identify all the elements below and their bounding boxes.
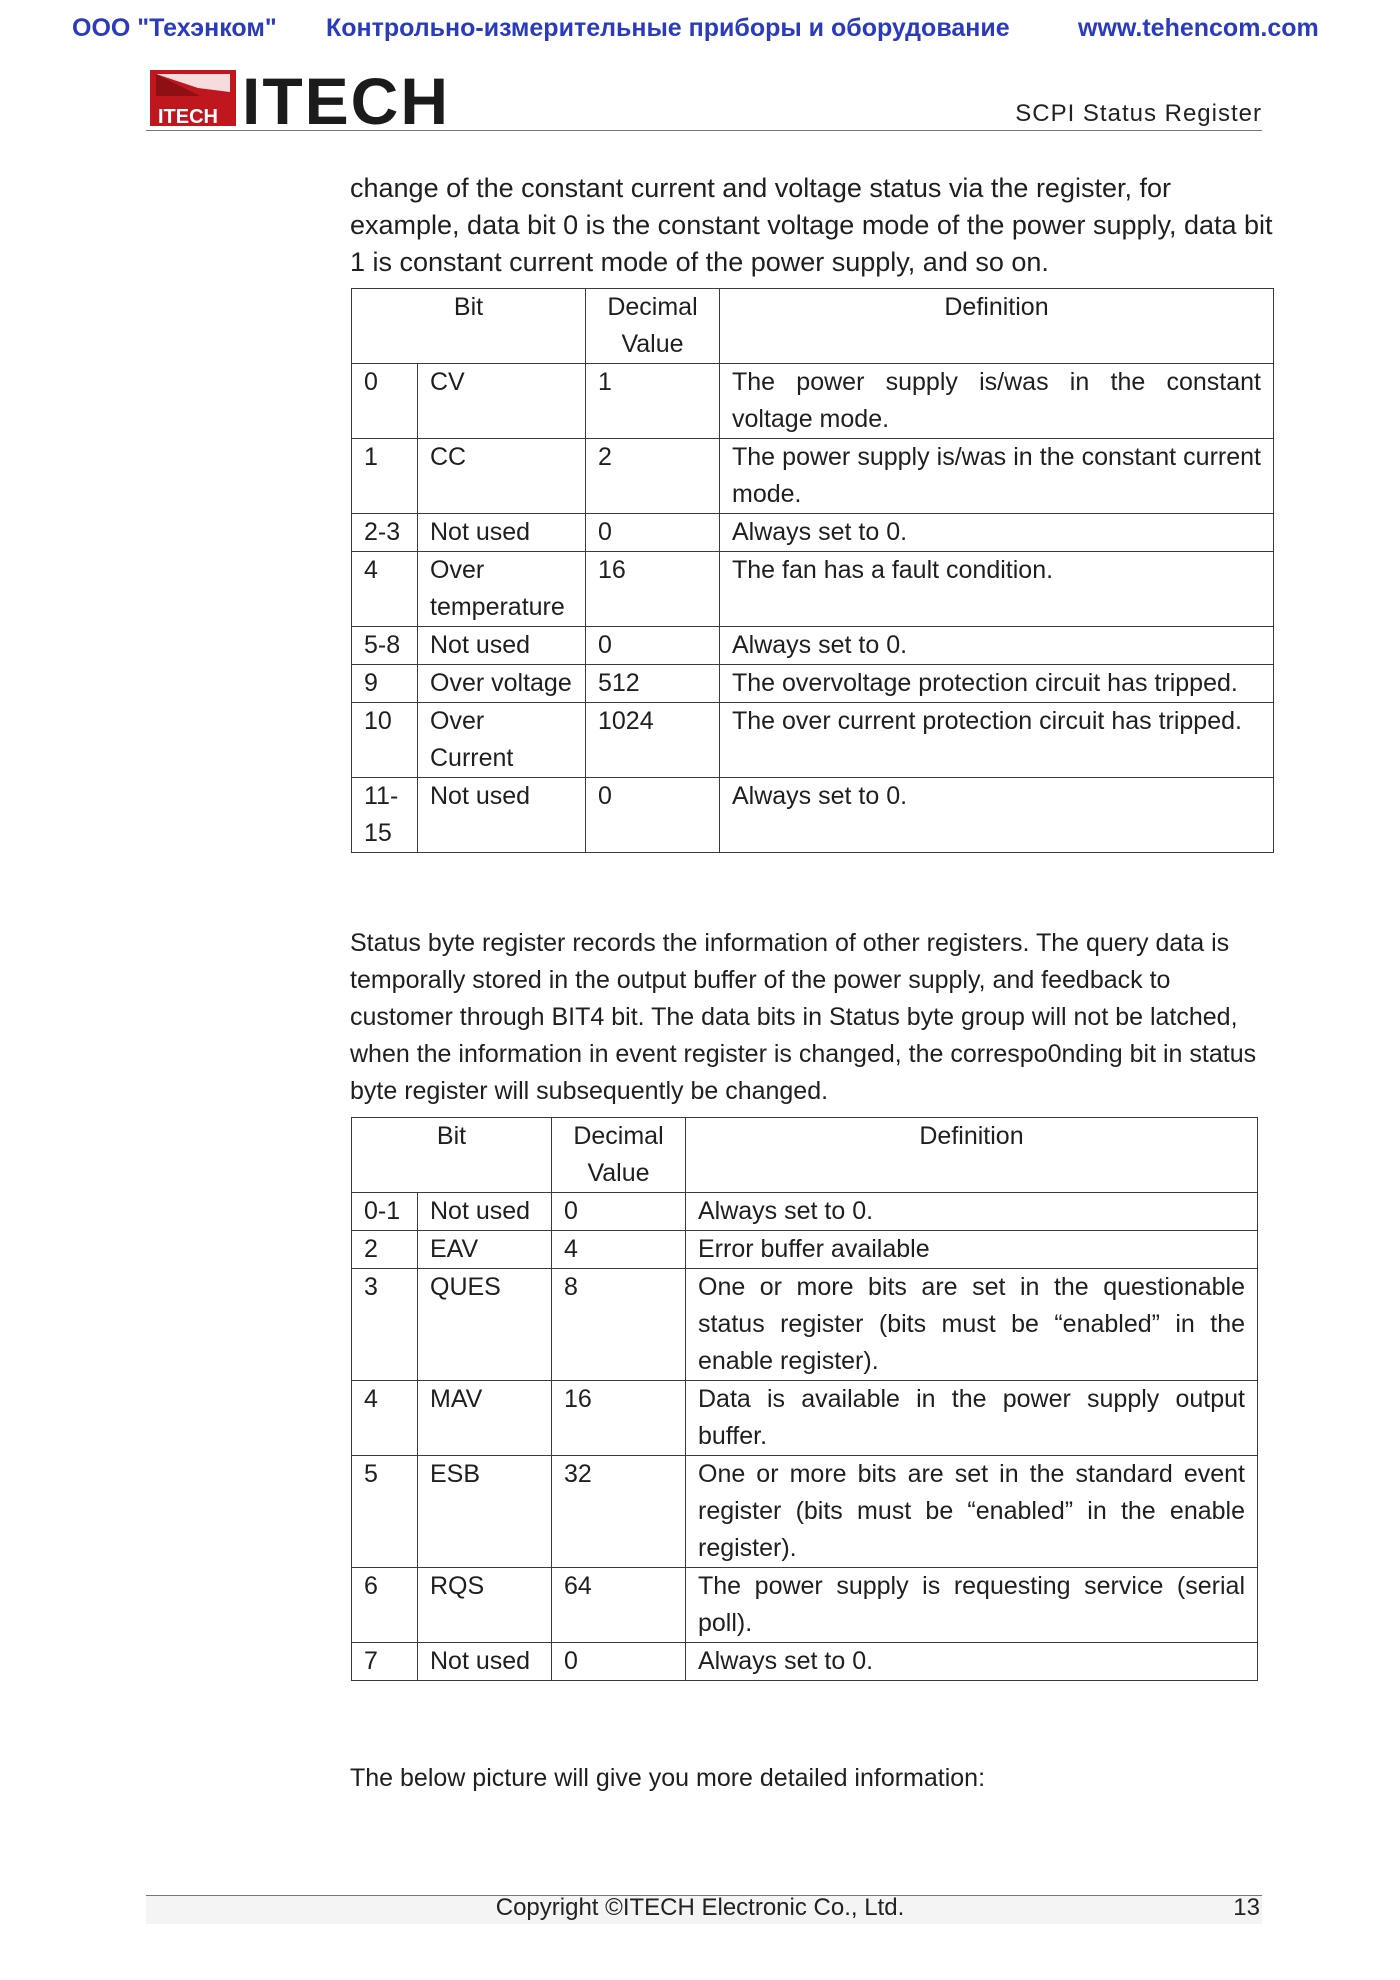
name-cell: QUES	[418, 1269, 552, 1381]
bit-cell: 1	[352, 439, 418, 514]
top-banner	[0, 14, 1400, 48]
header-definition: Definition	[720, 289, 1274, 364]
bit-cell: 0-1	[352, 1193, 418, 1231]
below-picture-note: The below picture will give you more detailed information:	[350, 1764, 986, 1792]
bit-cell: 2	[352, 1231, 418, 1269]
name-cell: ESB	[418, 1456, 552, 1568]
bit-cell: 7	[352, 1643, 418, 1681]
name-cell: Over temperature	[418, 552, 586, 627]
status-byte-paragraph: Status byte register records the information of other registers. The query data is temporally stored in the output buffer of the power supply, and feedback to customer through BIT4 bit. The data bits in Status byte group will not be latched, when the information in event register is changed, the correspo0nding bit in status byte register will subsequently be changed.	[350, 929, 1257, 1105]
definition-cell: The power supply is requesting service (serial poll).	[686, 1568, 1258, 1643]
name-cell: MAV	[418, 1381, 552, 1456]
table-row	[352, 778, 1274, 853]
definition-cell: The power supply is/was in the constant current mode.	[720, 439, 1274, 514]
definition-cell: The fan has a fault condition.	[720, 552, 1274, 627]
value-cell: 0	[586, 514, 720, 552]
bit-cell: 3	[352, 1269, 418, 1381]
value-cell: 2	[586, 439, 720, 514]
table-row	[352, 364, 1274, 439]
value-cell: 1	[586, 364, 720, 439]
header-bit: Bit	[352, 1118, 552, 1193]
bit-cell: 6	[352, 1568, 418, 1643]
status-byte-table	[351, 1117, 1258, 1681]
value-cell: 64	[552, 1568, 686, 1643]
name-cell: Over voltage	[418, 665, 586, 703]
page-number: 13	[1233, 1894, 1260, 1921]
bit-cell: 4	[352, 1381, 418, 1456]
value-cell: 16	[552, 1381, 686, 1456]
table-row	[352, 1193, 1258, 1231]
bit-cell: 9	[352, 665, 418, 703]
company-name: ООО "Техэнком"	[72, 14, 277, 42]
value-cell: 512	[586, 665, 720, 703]
value-cell: 8	[552, 1269, 686, 1381]
name-cell: Not used	[418, 1193, 552, 1231]
header-decimal-value: Decimal Value	[552, 1118, 686, 1193]
definition-cell: Always set to 0.	[686, 1643, 1258, 1681]
section-title: SCPI Status Register	[1015, 100, 1262, 127]
table-row	[352, 1231, 1258, 1269]
bit-cell: 5	[352, 1456, 418, 1568]
bit-cell: 11-15	[352, 778, 418, 853]
table-row	[352, 439, 1274, 514]
table-row	[352, 1568, 1258, 1643]
definition-cell: Always set to 0.	[720, 514, 1274, 552]
definition-cell: The overvoltage protection circuit has tripped.	[720, 665, 1274, 703]
table-row	[352, 627, 1274, 665]
company-tagline: Контрольно-измерительные приборы и оборудование	[326, 14, 1010, 42]
table-row	[352, 1456, 1258, 1568]
name-cell: RQS	[418, 1568, 552, 1643]
value-cell: 16	[586, 552, 720, 627]
name-cell: CC	[418, 439, 586, 514]
value-cell: 0	[586, 627, 720, 665]
header-divider	[146, 130, 1262, 131]
logo-big-text: ITECH	[242, 66, 450, 130]
value-cell: 0	[552, 1193, 686, 1231]
table-row	[352, 665, 1274, 703]
bit-cell: 2-3	[352, 514, 418, 552]
header-decimal-value: Decimal Value	[586, 289, 720, 364]
value-cell: 0	[552, 1643, 686, 1681]
header-bit: Bit	[352, 289, 586, 364]
table-row	[352, 514, 1274, 552]
table-row	[352, 1269, 1258, 1381]
table-row	[352, 703, 1274, 778]
table-row	[352, 1643, 1258, 1681]
value-cell: 0	[586, 778, 720, 853]
bit-cell: 0	[352, 364, 418, 439]
header-definition: Definition	[686, 1118, 1258, 1193]
name-cell: CV	[418, 364, 586, 439]
definition-cell: One or more bits are set in the standard event register (bits must be “enabled” in the enable register).	[686, 1456, 1258, 1568]
definition-cell: The power supply is/was in the constant voltage mode.	[720, 364, 1274, 439]
name-cell: Not used	[418, 1643, 552, 1681]
table-row	[352, 552, 1274, 627]
bit-cell: 5-8	[352, 627, 418, 665]
definition-cell: Data is available in the power supply output buffer.	[686, 1381, 1258, 1456]
footer-copyright: Copyright ©ITECH Electronic Co., Ltd.	[495, 1894, 905, 1921]
name-cell: Not used	[418, 627, 586, 665]
definition-cell: Always set to 0.	[720, 627, 1274, 665]
bit-cell: 4	[352, 552, 418, 627]
website-link[interactable]: www.tehencom.com	[1078, 14, 1319, 42]
value-cell: 1024	[586, 703, 720, 778]
value-cell: 32	[552, 1456, 686, 1568]
operation-status-table	[351, 288, 1274, 853]
table-header-row	[352, 289, 1274, 364]
definition-cell: One or more bits are set in the questionable status register (bits must be “enabled” in the enable register).	[686, 1269, 1258, 1381]
table-row	[352, 1381, 1258, 1456]
definition-cell: Error buffer available	[686, 1231, 1258, 1269]
name-cell: Over Current	[418, 703, 586, 778]
name-cell: Not used	[418, 514, 586, 552]
intro-paragraph: change of the constant current and voltage status via the register, for example, data bit 0 is the constant voltage mode of the power supply, data bit 1 is constant current mode of the power supply, and so on.	[350, 173, 1273, 277]
table-header-row	[352, 1118, 1258, 1193]
logo-small-text: ITECH	[158, 106, 218, 128]
name-cell: EAV	[418, 1231, 552, 1269]
definition-cell: The over current protection circuit has tripped.	[720, 703, 1274, 778]
value-cell: 4	[552, 1231, 686, 1269]
itech-logo	[150, 66, 465, 130]
definition-cell: Always set to 0.	[720, 778, 1274, 853]
definition-cell: Always set to 0.	[686, 1193, 1258, 1231]
bit-cell: 10	[352, 703, 418, 778]
name-cell: Not used	[418, 778, 586, 853]
